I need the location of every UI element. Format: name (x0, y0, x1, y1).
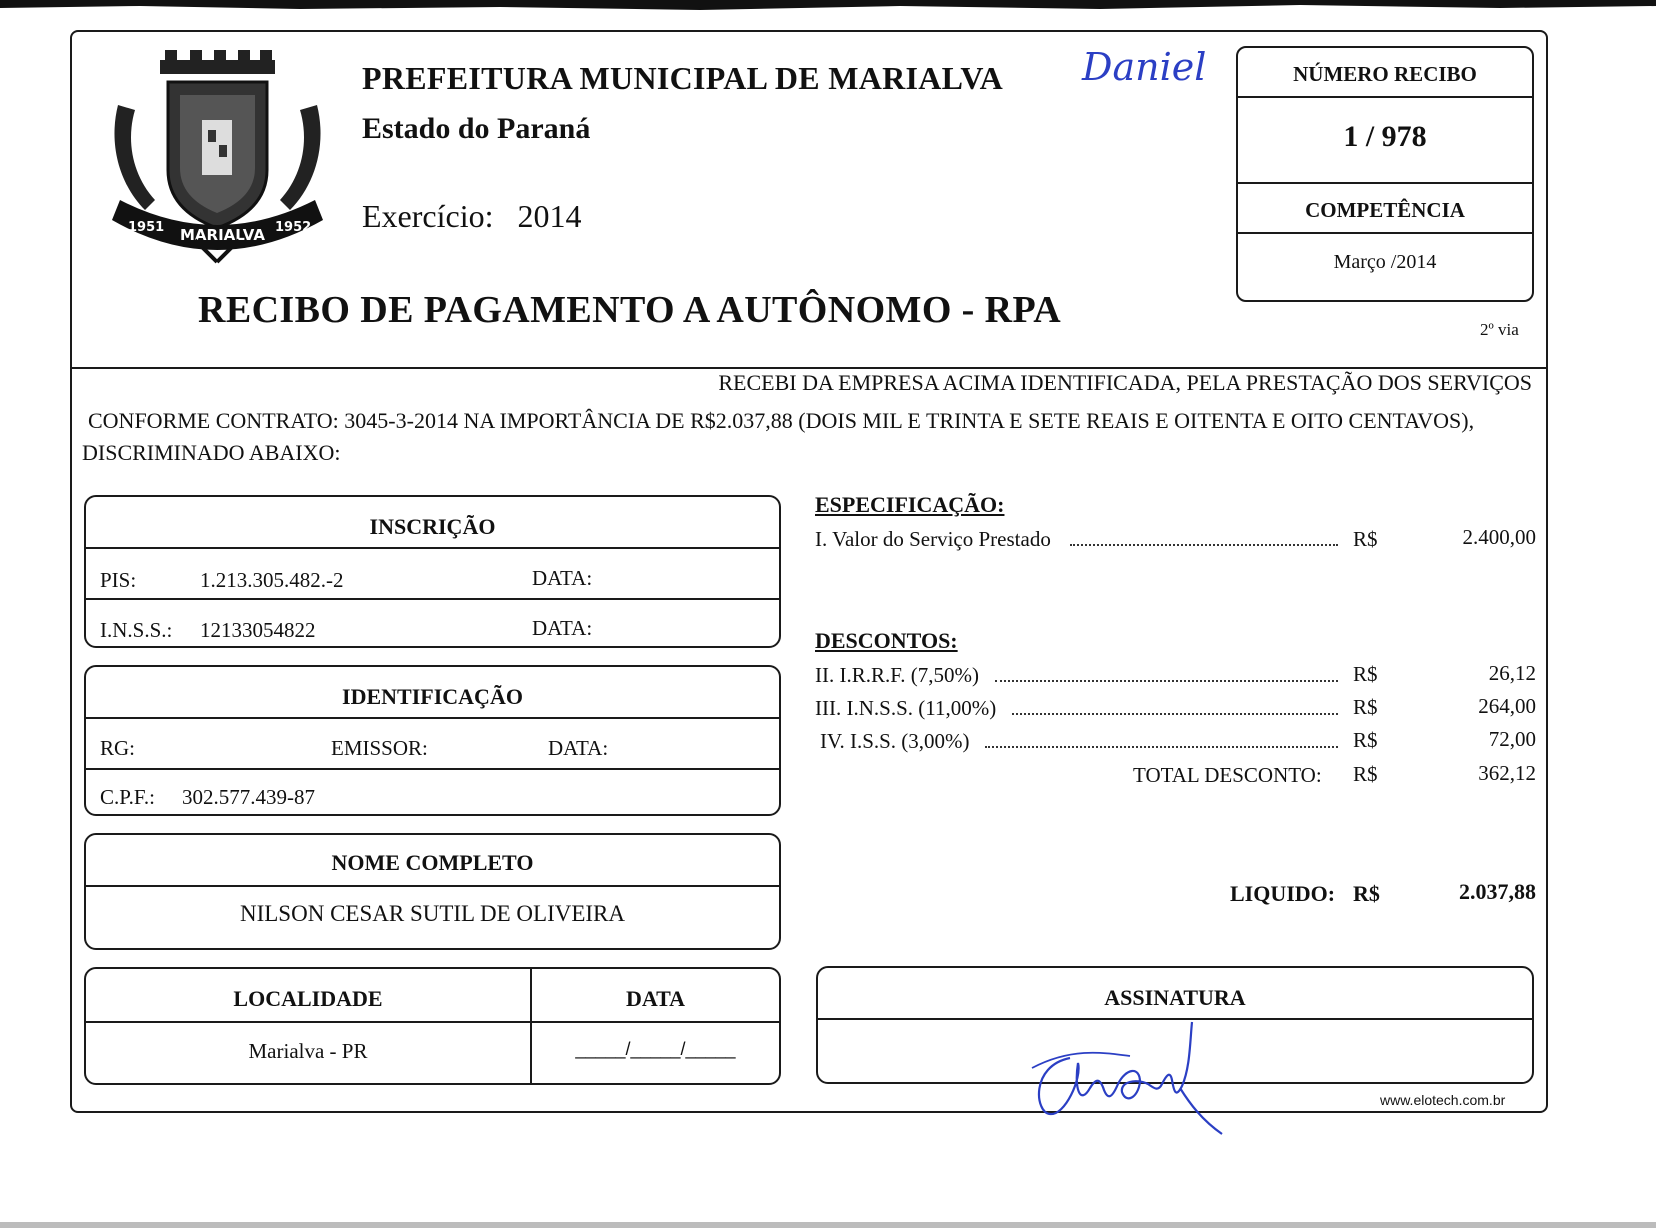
liquido-label: LIQUIDO: (1230, 881, 1336, 906)
prefeitura-title: PREFEITURA MUNICIPAL DE MARIALVA (362, 60, 1004, 96)
total-desconto-label: TOTAL DESCONTO: (1133, 763, 1322, 787)
header-divider (70, 367, 1548, 369)
state-name: Estado do Paraná (362, 112, 591, 145)
pis-label: PIS: (100, 568, 137, 592)
nome-heading: NOME COMPLETO (331, 850, 534, 875)
identificacao-box (84, 665, 781, 816)
especificacao-heading: ESPECIFICAÇÃO: (815, 492, 1005, 517)
inss-leader-dots (1012, 713, 1338, 715)
box-divider (86, 547, 779, 549)
iss-label: IV. I.S.S. (3,00%) (820, 729, 970, 753)
website-footer[interactable]: www.elotech.com.br (1380, 1092, 1506, 1108)
data-heading: DATA (625, 986, 686, 1011)
inss-discount-label: III. I.N.S.S. (11,00%) (815, 696, 997, 720)
assinatura-heading: ASSINATURA (1104, 985, 1246, 1010)
total-desconto-value: 362,12 (1478, 761, 1536, 785)
recibo-divider (1238, 232, 1532, 234)
scan-bottom-edge (0, 1222, 1656, 1228)
inscricao-heading: INSCRIÇÃO (369, 514, 496, 539)
statement-line-3: DISCRIMINADO ABAIXO: (82, 440, 341, 465)
inss-discount-value: 264,00 (1478, 694, 1536, 718)
nome-value: NILSON CESAR SUTIL DE OLIVEIRA (239, 901, 625, 926)
iss-value: 72,00 (1488, 727, 1536, 751)
emissor-label: EMISSOR: (331, 736, 428, 760)
irrf-value: 26,12 (1488, 661, 1536, 685)
box-divider (86, 885, 779, 887)
data-blank: _____/_____/_____ (575, 1039, 736, 1059)
inss-data-label: DATA: (532, 616, 593, 640)
recibo-divider (1238, 182, 1532, 184)
localidade-heading: LOCALIDADE (233, 986, 383, 1011)
iss-currency: R$ (1353, 728, 1378, 752)
localidade-value: Marialva - PR (248, 1039, 368, 1063)
iss-leader-dots (985, 746, 1338, 748)
exercicio-year: 2014 (517, 198, 582, 234)
localidade-column-divider (530, 969, 532, 1085)
cpf-label: C.P.F.: (100, 785, 155, 809)
total-desconto-currency: R$ (1353, 762, 1378, 786)
torn-paper-edge (0, 0, 1656, 18)
via-label: 2º via (1480, 320, 1519, 339)
competencia-value: Março /2014 (1333, 251, 1437, 273)
svg-text:Daniel: Daniel (1082, 45, 1207, 89)
box-divider (86, 1021, 779, 1023)
servico-value: 2.400,00 (1462, 525, 1536, 549)
recibo-divider (1238, 96, 1532, 98)
box-divider (86, 717, 779, 719)
servico-leader-dots (1070, 544, 1338, 546)
exercicio-label: Exercício: (362, 198, 494, 234)
exercicio (362, 198, 581, 235)
identificacao-heading: IDENTIFICAÇÃO (342, 684, 523, 709)
rg-data-label: DATA: (548, 736, 609, 760)
inscricao-box (84, 495, 781, 648)
pis-data-label: DATA: (532, 566, 593, 590)
municipal-crest-icon (110, 50, 325, 265)
inss-currency: R$ (1353, 695, 1378, 719)
irrf-label: II. I.R.R.F. (7,50%) (815, 663, 979, 687)
rg-label: RG: (100, 736, 136, 760)
svg-text:1951: 1951 (128, 220, 165, 235)
nome-box (84, 833, 781, 950)
localidade-box (84, 967, 781, 1085)
descontos-heading: DESCONTOS: (815, 628, 958, 653)
numero-recibo-value: 1 / 978 (1343, 120, 1427, 153)
numero-recibo-label: NÚMERO RECIBO (1293, 62, 1477, 86)
inss-value: 12133054822 (200, 618, 316, 642)
servico-label: I. Valor do Serviço Prestado (815, 527, 1051, 551)
liquido-value: 2.037,88 (1459, 879, 1536, 904)
inss-label: I.N.S.S.: (100, 618, 173, 642)
servico-currency: R$ (1353, 527, 1378, 551)
svg-text:MARIALVA: MARIALVA (180, 226, 265, 244)
box-divider (86, 768, 779, 770)
signature-scribble (1030, 1018, 1260, 1138)
irrf-leader-dots (995, 680, 1338, 682)
statement-line-1: RECEBI DA EMPRESA ACIMA IDENTIFICADA, PELA PRESTAÇÃO DOS SERVIÇOS (718, 370, 1532, 395)
liquido-currency: R$ (1353, 881, 1380, 906)
cpf-value: 302.577.439-87 (182, 785, 315, 809)
statement-line-2: CONFORME CONTRATO: 3045-3-2014 NA IMPORTÂNCIA DE R$2.037,88 (DOIS MIL E TRINTA E SETE REAIS E OITENTA E OITO CENTAVOS), (88, 408, 1475, 433)
competencia-label: COMPETÊNCIA (1305, 198, 1465, 222)
box-divider (86, 598, 779, 600)
irrf-currency: R$ (1353, 662, 1378, 686)
recibo-box (1236, 46, 1534, 302)
svg-text:1952: 1952 (275, 220, 312, 235)
handwritten-note (1080, 36, 1225, 98)
pis-value: 1.213.305.482.-2 (200, 568, 344, 592)
document-title: RECIBO DE PAGAMENTO A AUTÔNOMO - RPA (198, 289, 1062, 331)
